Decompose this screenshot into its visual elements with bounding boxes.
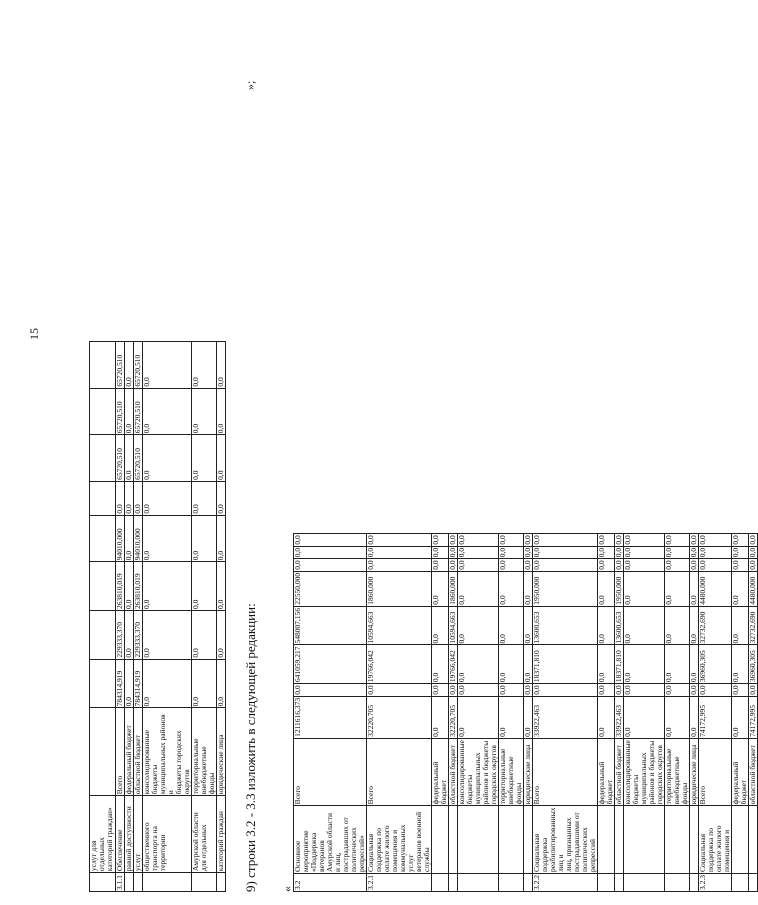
table-row xyxy=(143,342,192,892)
amount-cell: 0,0 xyxy=(665,606,690,645)
amount-cell: 0,0 xyxy=(524,571,533,606)
table-row xyxy=(432,534,449,892)
row-number-cell xyxy=(615,874,624,892)
amount-cell: 0,0 xyxy=(690,606,699,645)
amount-cell: 0,0 xyxy=(217,481,226,515)
amount-cell: 0,0 xyxy=(624,571,665,606)
amount-cell: 0,0 xyxy=(533,546,598,559)
closing-quote: »; xyxy=(243,80,257,90)
amount-cell: 0,0 xyxy=(294,546,367,559)
amount-cell: 0,0 xyxy=(598,571,615,606)
amount-cell: 0,0 xyxy=(432,645,449,684)
table-row xyxy=(533,534,598,892)
amount-cell: 18371,810 xyxy=(533,645,598,684)
amount-cell: 0,0 xyxy=(143,388,192,435)
amount-cell: 1950,000 xyxy=(615,571,624,606)
amount-cell: 0,0 xyxy=(748,560,757,570)
amount-cell: 19766,042 xyxy=(449,645,458,684)
row-number-cell xyxy=(749,874,758,892)
amount-cell: 0,0 xyxy=(125,515,134,562)
row-number-cell xyxy=(217,873,226,892)
amount-cell: 0,0 xyxy=(499,559,524,572)
amount-cell: 19766,042 xyxy=(367,645,432,684)
amount-cell: 0,0 xyxy=(523,560,532,570)
row-number-cell xyxy=(665,874,690,892)
amount-cell: 0,0 xyxy=(448,535,457,545)
funding-source-cell: федеральный бюджет xyxy=(432,738,449,805)
amount-cell: 0,0 xyxy=(294,534,367,547)
funding-source-cell: областной бюджет xyxy=(615,738,624,805)
amount-cell: 0,0 xyxy=(614,685,623,695)
amount-cell: 0,0 xyxy=(192,610,217,659)
amount-cell xyxy=(90,562,116,611)
amount-cell: 263810,019 xyxy=(116,562,125,611)
table-row xyxy=(90,342,116,892)
amount-cell: 13600,653 xyxy=(615,606,624,645)
amount-cell: 0,0 xyxy=(458,684,499,697)
amount-cell: 33922,463 xyxy=(615,696,624,738)
funding-source-cell: Всего xyxy=(533,738,598,805)
amount-cell: 0,0 xyxy=(432,534,449,547)
amount-cell: 0,0 xyxy=(732,571,749,606)
amount-cell: 94010,000 xyxy=(116,515,125,562)
funding-source-cell: юридические лица xyxy=(217,708,226,796)
amount-cell: 0,0 xyxy=(624,696,665,738)
table-row xyxy=(624,534,665,892)
amount-cell: 0,0 xyxy=(732,546,749,559)
table-row xyxy=(294,534,367,892)
row-number-cell: 3.2.3 xyxy=(699,874,732,892)
funding-source-cell: областной бюджет xyxy=(749,738,758,805)
activity-name-cell: общественного транспорта на территории xyxy=(143,796,192,873)
amount-cell: 0,0 xyxy=(665,696,690,738)
amount-cell: 0,0 xyxy=(624,534,665,547)
funding-source-cell: консолидированные бюджеты муниципальных районов и бюджеты городских округов xyxy=(623,740,664,805)
amount-cell: 0,0 xyxy=(533,534,598,547)
row-number-cell xyxy=(134,873,143,892)
amount-cell: 0,0 xyxy=(689,535,698,545)
amount-cell: 263810,019 xyxy=(134,562,143,611)
amount-cell: 65720,510 xyxy=(116,435,125,482)
funding-source-cell: областной бюджет xyxy=(134,708,143,796)
amount-cell: 0,0 xyxy=(524,606,533,645)
activity-name-cell: Амурской области для отдельных xyxy=(192,796,217,873)
funding-source-cell: территориальные внебюджетные фонды xyxy=(192,708,217,796)
amount-cell: 0,0 xyxy=(614,547,623,558)
row-number-cell xyxy=(624,874,665,892)
table-row xyxy=(732,534,749,892)
amount-cell: 0,0 xyxy=(192,562,217,611)
row-number-cell xyxy=(732,874,749,892)
amount-cell: 0,0 xyxy=(125,481,134,515)
funding-table-3-2 xyxy=(293,533,758,892)
amount-cell: 0,0 xyxy=(665,645,690,684)
amount-cell: 0,0 xyxy=(499,696,524,738)
funding-source-cell: консолидированные бюджеты муниципальных районов и бюджеты городских округов xyxy=(143,708,192,796)
funding-source-cell: федеральный бюджет xyxy=(125,708,134,796)
amount-cell: 0,0 xyxy=(143,562,192,611)
amount-cell: 94010,000 xyxy=(134,515,143,562)
amount-cell: 33922,463 xyxy=(533,696,598,738)
amount-cell: 0,0 xyxy=(689,560,698,570)
amount-cell: 0,0 xyxy=(524,645,533,684)
row-number-cell xyxy=(598,874,615,892)
amount-cell: 0,0 xyxy=(217,388,226,435)
amount-cell: 10594,663 xyxy=(449,606,458,645)
amount-cell: 0,0 xyxy=(125,388,134,435)
amount-cell: 0,0 xyxy=(143,481,192,515)
amount-cell: 0,0 xyxy=(699,559,732,572)
amount-cell: 0,0 xyxy=(732,606,749,645)
amount-cell: 10594,663 xyxy=(367,606,432,645)
row-number-cell xyxy=(499,874,524,892)
amount-cell: 0,0 xyxy=(499,546,524,559)
amount-cell: 0,0 xyxy=(458,645,499,684)
amount-cell: 18371,810 xyxy=(615,645,624,684)
amount-cell: 36960,305 xyxy=(749,645,758,684)
amount-cell: 32220,705 xyxy=(449,696,458,738)
funding-source-cell: федеральный бюджет xyxy=(598,738,615,805)
amount-cell: 1211616,373 xyxy=(294,696,367,738)
funding-source-cell: консолидированные бюджеты муниципальных районов и бюджеты городских округов xyxy=(457,740,498,805)
table-row xyxy=(499,534,524,892)
amount-cell: 0,0 xyxy=(690,696,699,738)
amount-cell: 0,0 xyxy=(499,684,524,697)
amount-cell: 4480,000 xyxy=(749,571,758,606)
funding-source-cell: Всего xyxy=(294,738,367,805)
activity-name-cell: Социальная поддержка по оплате жилого помещения и xyxy=(699,806,732,874)
amount-cell xyxy=(90,388,116,435)
row-number-cell: 3.2 xyxy=(294,874,367,892)
amount-cell: 0,0 xyxy=(624,606,665,645)
amount-cell: 0,0 xyxy=(598,546,615,559)
amount-cell: 0,0 xyxy=(143,610,192,659)
amount-cell: 0,0 xyxy=(217,515,226,562)
amount-cell: 1950,000 xyxy=(533,571,598,606)
table-row xyxy=(615,534,624,892)
amount-cell: 0,0 xyxy=(665,534,690,547)
amount-cell: 0,0 xyxy=(217,562,226,611)
activity-name-cell xyxy=(598,806,615,874)
amount-cell: 0,0 xyxy=(598,534,615,547)
activity-name-cell: Социальная поддержка по оплате жилого помещения и коммунальных услуг ветеранов военной службы xyxy=(367,806,432,874)
amount-cell: 0,0 xyxy=(665,684,690,697)
amount-cell xyxy=(90,659,116,708)
amount-cell: 0,0 xyxy=(192,342,217,389)
amount-cell xyxy=(90,481,116,515)
activity-name-cell xyxy=(749,806,758,874)
amount-cell: 0,0 xyxy=(448,560,457,570)
amount-cell: 0,0 xyxy=(665,571,690,606)
amount-cell: 0,0 xyxy=(143,435,192,482)
amount-cell: 0,0 xyxy=(732,534,749,547)
amount-cell: 0,0 xyxy=(732,559,749,572)
amount-cell: 0,0 xyxy=(432,571,449,606)
amount-cell: 0,0 xyxy=(499,645,524,684)
amount-cell: 0,0 xyxy=(432,546,449,559)
activity-name-cell xyxy=(432,806,449,874)
amount-cell: 0,0 xyxy=(748,547,757,558)
amount-cell: 0,0 xyxy=(523,547,532,558)
amount-cell: 65720,510 xyxy=(116,388,125,435)
amount-cell: 0,0 xyxy=(458,534,499,547)
amount-cell: 65720,510 xyxy=(134,388,143,435)
funding-source-cell: территориальные внебюджетные фонды xyxy=(665,738,690,805)
activity-name-cell: услуг для отдельных категорий граждан» xyxy=(90,796,116,873)
amount-cell: 0,0 xyxy=(533,684,598,697)
amount-cell: 0,0 xyxy=(624,559,665,572)
row-number-cell xyxy=(449,874,458,892)
table-row xyxy=(192,342,217,892)
amount-cell: 0,0 xyxy=(732,645,749,684)
amount-cell: 0,0 xyxy=(432,696,449,738)
amount-cell: 0,0 xyxy=(699,534,732,547)
amount-cell: 0,0 xyxy=(598,684,615,697)
activity-name-cell xyxy=(732,806,749,874)
table-row xyxy=(458,534,499,892)
amount-cell: 0,0 xyxy=(125,659,134,708)
amount-cell: 0,0 xyxy=(458,546,499,559)
amount-cell: 784314,919 xyxy=(134,659,143,708)
amount-cell: 0,0 xyxy=(624,546,665,559)
amount-cell: 0,0 xyxy=(217,610,226,659)
amount-cell: 0,0 xyxy=(598,559,615,572)
amount-cell: 0,0 xyxy=(116,481,125,515)
amount-cell: 0,0 xyxy=(125,610,134,659)
amount-cell: 0,0 xyxy=(294,684,367,697)
row-number-cell: 3.2.1 xyxy=(367,874,432,892)
amount-cell: 0,0 xyxy=(533,559,598,572)
amount-cell xyxy=(90,342,116,389)
activity-name-cell xyxy=(624,806,665,874)
amount-cell: 0,0 xyxy=(367,684,432,697)
row-number-cell xyxy=(432,874,449,892)
amount-cell: 0,0 xyxy=(499,571,524,606)
amendment-heading: 9) строки 3.2 - 3.3 изложить в следующей редакции: xyxy=(243,603,258,892)
amount-cell: 65720,510 xyxy=(134,435,143,482)
activity-name-cell: Социальная поддержка реабилитированных лиц и лиц, признанных пострадавшими от политических репрессий xyxy=(532,807,597,872)
funding-source-cell: областной бюджет xyxy=(449,738,458,805)
amount-cell: 1860,000 xyxy=(367,571,432,606)
activity-name-cell: Обеспечение xyxy=(116,796,125,873)
amount-cell: 0,0 xyxy=(367,546,432,559)
funding-source-cell: территориальные внебюджетные фонды xyxy=(499,738,524,805)
amount-cell: 0,0 xyxy=(367,534,432,547)
table-row xyxy=(367,534,432,892)
amount-cell: 0,0 xyxy=(614,560,623,570)
amount-cell: 641059,217 xyxy=(294,645,367,684)
amount-cell: 0,0 xyxy=(432,606,449,645)
page-number: 15 xyxy=(27,328,41,340)
amount-cell: 0,0 xyxy=(598,696,615,738)
amount-cell: 0,0 xyxy=(732,696,749,738)
table-row xyxy=(217,342,226,892)
amount-cell: 0,0 xyxy=(217,435,226,482)
amount-cell: 0,0 xyxy=(699,546,732,559)
amount-cell: 0,0 xyxy=(458,559,499,572)
amount-cell: 0,0 xyxy=(689,685,698,695)
activity-name-cell: Основное мероприятие «Поддержка ветеранов Амурской области и лиц, пострадавших от политических репрессий» xyxy=(294,806,367,874)
amount-cell: 0,0 xyxy=(458,571,499,606)
amount-cell: 229333,370 xyxy=(116,610,125,659)
amount-cell: 0,0 xyxy=(732,684,749,697)
amount-cell: 32220,705 xyxy=(367,696,432,738)
row-number-cell xyxy=(143,873,192,892)
amount-cell: 0,0 xyxy=(217,659,226,708)
amount-cell: 0,0 xyxy=(523,535,532,545)
amount-cell: 0,0 xyxy=(690,645,699,684)
amount-cell: 0,0 xyxy=(748,685,757,695)
amount-cell: 32732,690 xyxy=(749,606,758,645)
amount-cell: 0,0 xyxy=(748,535,757,545)
amount-cell: 0,0 xyxy=(192,659,217,708)
amount-cell: 0,0 xyxy=(294,559,367,572)
funding-source-cell: Всего xyxy=(367,738,432,805)
amount-cell: 74172,995 xyxy=(699,696,732,738)
activity-name-cell xyxy=(665,806,690,874)
amount-cell: 0,0 xyxy=(665,546,690,559)
amount-cell: 0,0 xyxy=(432,684,449,697)
amount-cell: 0,0 xyxy=(192,388,217,435)
row-number-cell xyxy=(458,874,499,892)
amount-cell: 0,0 xyxy=(699,684,732,697)
program-table-part-2 xyxy=(281,533,758,892)
row-number-cell: 3.1.1 xyxy=(116,873,125,892)
amount-cell: 0,0 xyxy=(624,684,665,697)
activity-name-cell: равной доступности xyxy=(125,796,134,873)
amount-cell: 4480,000 xyxy=(699,571,732,606)
funding-source-cell: юридические лица xyxy=(524,738,533,805)
table-row xyxy=(699,534,732,892)
amount-cell: 0,0 xyxy=(523,685,532,695)
amount-cell: 0,0 xyxy=(217,342,226,389)
amount-cell: 1860,000 xyxy=(449,571,458,606)
table-row xyxy=(449,534,458,892)
table-row xyxy=(749,534,758,892)
amount-cell xyxy=(90,515,116,562)
amount-cell: 0,0 xyxy=(689,547,698,558)
amount-cell: 0,0 xyxy=(125,562,134,611)
amount-cell: 0,0 xyxy=(448,685,457,695)
program-table-part-1 xyxy=(89,341,226,892)
opening-quote: « xyxy=(280,886,294,892)
amount-cell: 0,0 xyxy=(458,696,499,738)
row-number-cell xyxy=(125,873,134,892)
amount-cell: 36960,305 xyxy=(699,645,732,684)
amount-cell: 0,0 xyxy=(143,515,192,562)
amount-cell xyxy=(90,610,116,659)
amount-cell: 0,0 xyxy=(624,645,665,684)
amount-cell: 0,0 xyxy=(524,696,533,738)
amount-cell: 0,0 xyxy=(690,571,699,606)
amount-cell: 0,0 xyxy=(192,515,217,562)
funding-source-cell: Всего xyxy=(116,708,125,796)
amount-cell: 32732,690 xyxy=(699,606,732,645)
table-row xyxy=(665,534,690,892)
row-number-cell xyxy=(192,873,217,892)
amount-cell: 74172,995 xyxy=(749,696,758,738)
amount-cell: 0,0 xyxy=(448,547,457,558)
amount-cell: 0,0 xyxy=(134,481,143,515)
amount-cell: 0,0 xyxy=(143,342,192,389)
activity-name-cell xyxy=(458,806,499,874)
amount-cell: 0,0 xyxy=(367,559,432,572)
amount-cell: 0,0 xyxy=(192,481,217,515)
amount-cell: 0,0 xyxy=(125,435,134,482)
amount-cell: 548007,156 xyxy=(294,606,367,645)
funding-source-cell xyxy=(90,708,116,796)
activity-name-cell xyxy=(449,806,458,874)
row-number-cell xyxy=(90,873,116,892)
amount-cell: 0,0 xyxy=(192,435,217,482)
funding-table-3-1 xyxy=(89,341,226,892)
activity-name-cell: услуг xyxy=(134,796,143,873)
amount-cell: 0,0 xyxy=(458,606,499,645)
table-row xyxy=(598,534,615,892)
amount-cell: 229333,370 xyxy=(134,610,143,659)
amount-cell: 13600,653 xyxy=(533,606,598,645)
amount-cell: 0,0 xyxy=(499,606,524,645)
amount-cell: 65720,510 xyxy=(116,342,125,389)
row-number-cell: 3.2.2 xyxy=(533,874,598,892)
amount-cell xyxy=(90,435,116,482)
amount-cell: 65720,510 xyxy=(134,342,143,389)
amount-cell: 0,0 xyxy=(598,645,615,684)
activity-name-cell: категорий граждан xyxy=(217,796,226,873)
funding-source-cell: юридические лица xyxy=(690,738,699,805)
amount-cell: 0,0 xyxy=(598,606,615,645)
activity-name-cell xyxy=(499,806,524,874)
amount-cell: 0,0 xyxy=(499,534,524,547)
amount-cell: 784314,919 xyxy=(116,659,125,708)
activity-name-cell xyxy=(615,806,624,874)
amount-cell: 22550,000 xyxy=(294,571,367,606)
amount-cell: 0,0 xyxy=(432,559,449,572)
funding-source-cell: федеральный бюджет xyxy=(732,738,749,805)
amount-cell: 0,0 xyxy=(143,659,192,708)
amount-cell: 0,0 xyxy=(614,535,623,545)
amount-cell: 0,0 xyxy=(125,342,134,389)
funding-source-cell: Всего xyxy=(699,738,732,805)
amount-cell: 0,0 xyxy=(665,559,690,572)
